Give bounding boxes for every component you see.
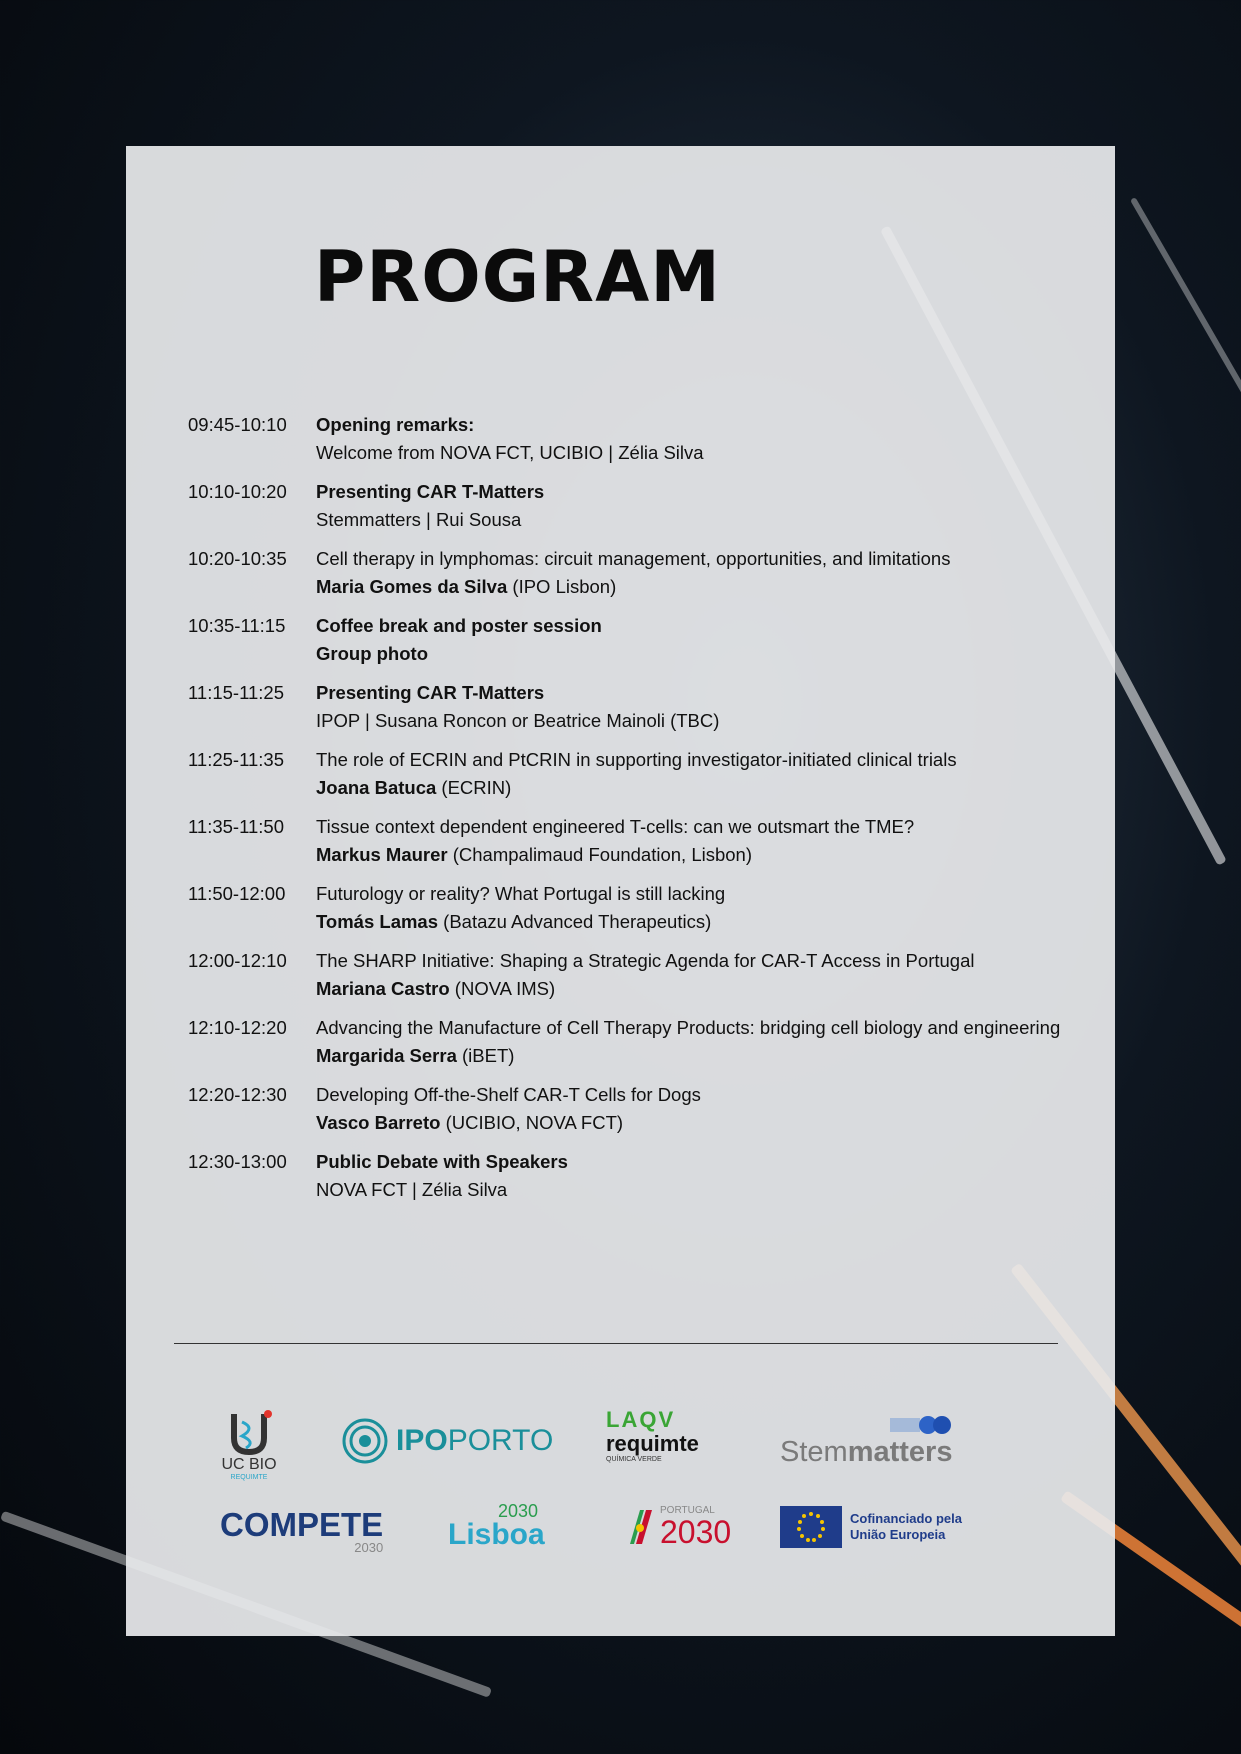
schedule-row [188, 1148, 1088, 1204]
session-speaker-line [316, 975, 1088, 1003]
session-content [316, 880, 1088, 936]
session-speaker-line: Stemmatters | Rui Sousa [316, 509, 522, 530]
session-title: The role of ECRIN and PtCRIN in supporting investigator-initiated clinical trials [316, 749, 957, 770]
session-title: The SHARP Initiative: Shaping a Strategic Agenda for CAR-T Access in Portugal [316, 950, 975, 971]
session-content [316, 1014, 1088, 1070]
speaker-affiliation: (ECRIN) [436, 777, 512, 798]
eu-line1: Cofinanciado pela [850, 1511, 962, 1526]
ucibio-sub: REQUIMTE [230, 1474, 268, 1481]
schedule-row [188, 478, 1088, 534]
stemmatters-dots-icon [882, 1414, 952, 1436]
speaker-name: Vasco Barreto [316, 1112, 441, 1133]
ucibio-text: UC BIO [221, 1456, 277, 1473]
speaker-affiliation: (iBET) [456, 1045, 515, 1066]
session-time: 11:15-11:25 [188, 682, 285, 703]
schedule-row [188, 679, 1088, 735]
session-title: Developing Off-the-Shelf CAR-T Cells for Dogs [316, 1084, 701, 1105]
ucibio-icon [224, 1408, 274, 1456]
ipo-text: IPO [396, 1424, 448, 1457]
session-speaker-line [316, 573, 1088, 601]
session-speaker-line [316, 774, 1088, 802]
session-time: 12:30-13:00 [188, 1151, 287, 1172]
speaker-name: Markus Maurer [316, 844, 448, 865]
portugal-flag-icon [626, 1506, 656, 1548]
session-title: Cell therapy in lymphomas: circuit management, opportunities, and limitations [316, 548, 951, 569]
portugal2030-logo [626, 1506, 731, 1548]
ipoporto-logo [342, 1416, 553, 1466]
session-time: 11:35-11:50 [188, 816, 285, 837]
session-speaker-line [316, 908, 1088, 936]
speaker-affiliation: (Batazu Advanced Therapeutics) [438, 911, 712, 932]
stem-text: Stem [780, 1436, 848, 1468]
schedule-row [188, 746, 1088, 802]
session-speaker-line [316, 841, 1088, 869]
ucibio-logo [214, 1408, 284, 1492]
session-title: Futurology or reality? What Portugal is still lacking [316, 883, 726, 904]
session-speaker-line: IPOP | Susana Roncon or Beatrice Mainoli (TBC) [316, 710, 720, 731]
session-content [316, 813, 1088, 869]
laqv-text: LAQV [606, 1407, 676, 1432]
lisboa-logo [448, 1502, 545, 1550]
session-time: 12:10-12:20 [188, 1017, 287, 1038]
ipo-spiral-icon [342, 1418, 388, 1464]
speaker-affiliation: (NOVA IMS) [449, 978, 556, 999]
speaker-affiliation: (UCIBIO, NOVA FCT) [440, 1112, 624, 1133]
session-content [316, 478, 1088, 534]
schedule-row [188, 612, 1088, 668]
page-title: PROGRAM [314, 236, 721, 318]
matters-text: matters [847, 1436, 953, 1468]
session-time: 12:00-12:10 [188, 950, 287, 971]
eu-flag-icon [780, 1506, 842, 1548]
schedule-row [188, 1014, 1088, 1070]
schedule-row [188, 411, 1088, 467]
requimte-sub: QUÍMICA VERDE [606, 1456, 662, 1463]
session-speaker-line [316, 1109, 1088, 1137]
stemmatters-logo [780, 1414, 952, 1474]
schedule-list [188, 411, 1088, 1215]
session-title: Coffee break and poster session [316, 615, 602, 636]
schedule-row [188, 1081, 1088, 1137]
session-speaker-line: NOVA FCT | Zélia Silva [316, 1179, 508, 1200]
lisboa-2030-text: 2030 [498, 1501, 539, 1521]
session-content [316, 545, 1088, 601]
session-content [316, 612, 1088, 668]
session-time: 10:20-10:35 [188, 548, 287, 569]
session-title: Advancing the Manufacture of Cell Therapy Products: bridging cell biology and engineering [316, 1017, 1061, 1038]
divider [174, 1343, 1058, 1344]
speaker-name: Group photo [316, 643, 428, 664]
session-time: 10:35-11:15 [188, 615, 286, 636]
session-time: 12:20-12:30 [188, 1084, 287, 1105]
schedule-row [188, 813, 1088, 869]
session-content [316, 746, 1088, 802]
portugal-text: PORTUGAL [660, 1505, 715, 1516]
program-panel [126, 146, 1115, 1636]
speaker-affiliation: (Champalimaud Foundation, Lisbon) [447, 844, 753, 865]
session-title: Presenting CAR T-Matters [316, 481, 545, 502]
session-title: Presenting CAR T-Matters [316, 682, 545, 703]
speaker-name: Mariana Castro [316, 978, 450, 999]
session-title: Opening remarks: [316, 414, 475, 435]
eu-logo [780, 1506, 962, 1548]
session-speaker-line [316, 1042, 1088, 1070]
session-title: Tissue context dependent engineered T-cells: can we outsmart the TME? [316, 816, 915, 837]
schedule-row [188, 545, 1088, 601]
session-content [316, 411, 1088, 467]
compete-sub: 2030 [354, 1540, 384, 1555]
bg-streak [1130, 197, 1241, 425]
session-time: 11:50-12:00 [188, 883, 286, 904]
session-time: 11:25-11:35 [188, 749, 285, 770]
speaker-name: Maria Gomes da Silva [316, 576, 508, 597]
requimte-text: requimte [606, 1431, 699, 1456]
speaker-name: Tomás Lamas [316, 911, 439, 932]
compete-logo [220, 1508, 383, 1554]
session-title: Public Debate with Speakers [316, 1151, 568, 1172]
schedule-row [188, 947, 1088, 1003]
session-time: 09:45-10:10 [188, 414, 287, 435]
session-content [316, 679, 1088, 735]
session-content [316, 947, 1088, 1003]
session-speaker-line [316, 640, 1088, 668]
requimte-logo [606, 1408, 716, 1480]
speaker-name: Joana Batuca [316, 777, 437, 798]
session-content [316, 1081, 1088, 1137]
session-time: 10:10-10:20 [188, 481, 287, 502]
session-speaker-line: Welcome from NOVA FCT, UCIBIO | Zélia Silva [316, 442, 704, 463]
schedule-row [188, 880, 1088, 936]
portugal-2030-text: 2030 [660, 1514, 732, 1550]
compete-text: COMPETE [220, 1506, 384, 1543]
speaker-affiliation: (IPO Lisbon) [507, 576, 617, 597]
session-content [316, 1148, 1088, 1204]
eu-line2: União Europeia [850, 1527, 946, 1542]
speaker-name: Margarida Serra [316, 1045, 457, 1066]
porto-text: PORTO [447, 1424, 554, 1457]
lisboa-text: Lisboa [448, 1518, 545, 1551]
